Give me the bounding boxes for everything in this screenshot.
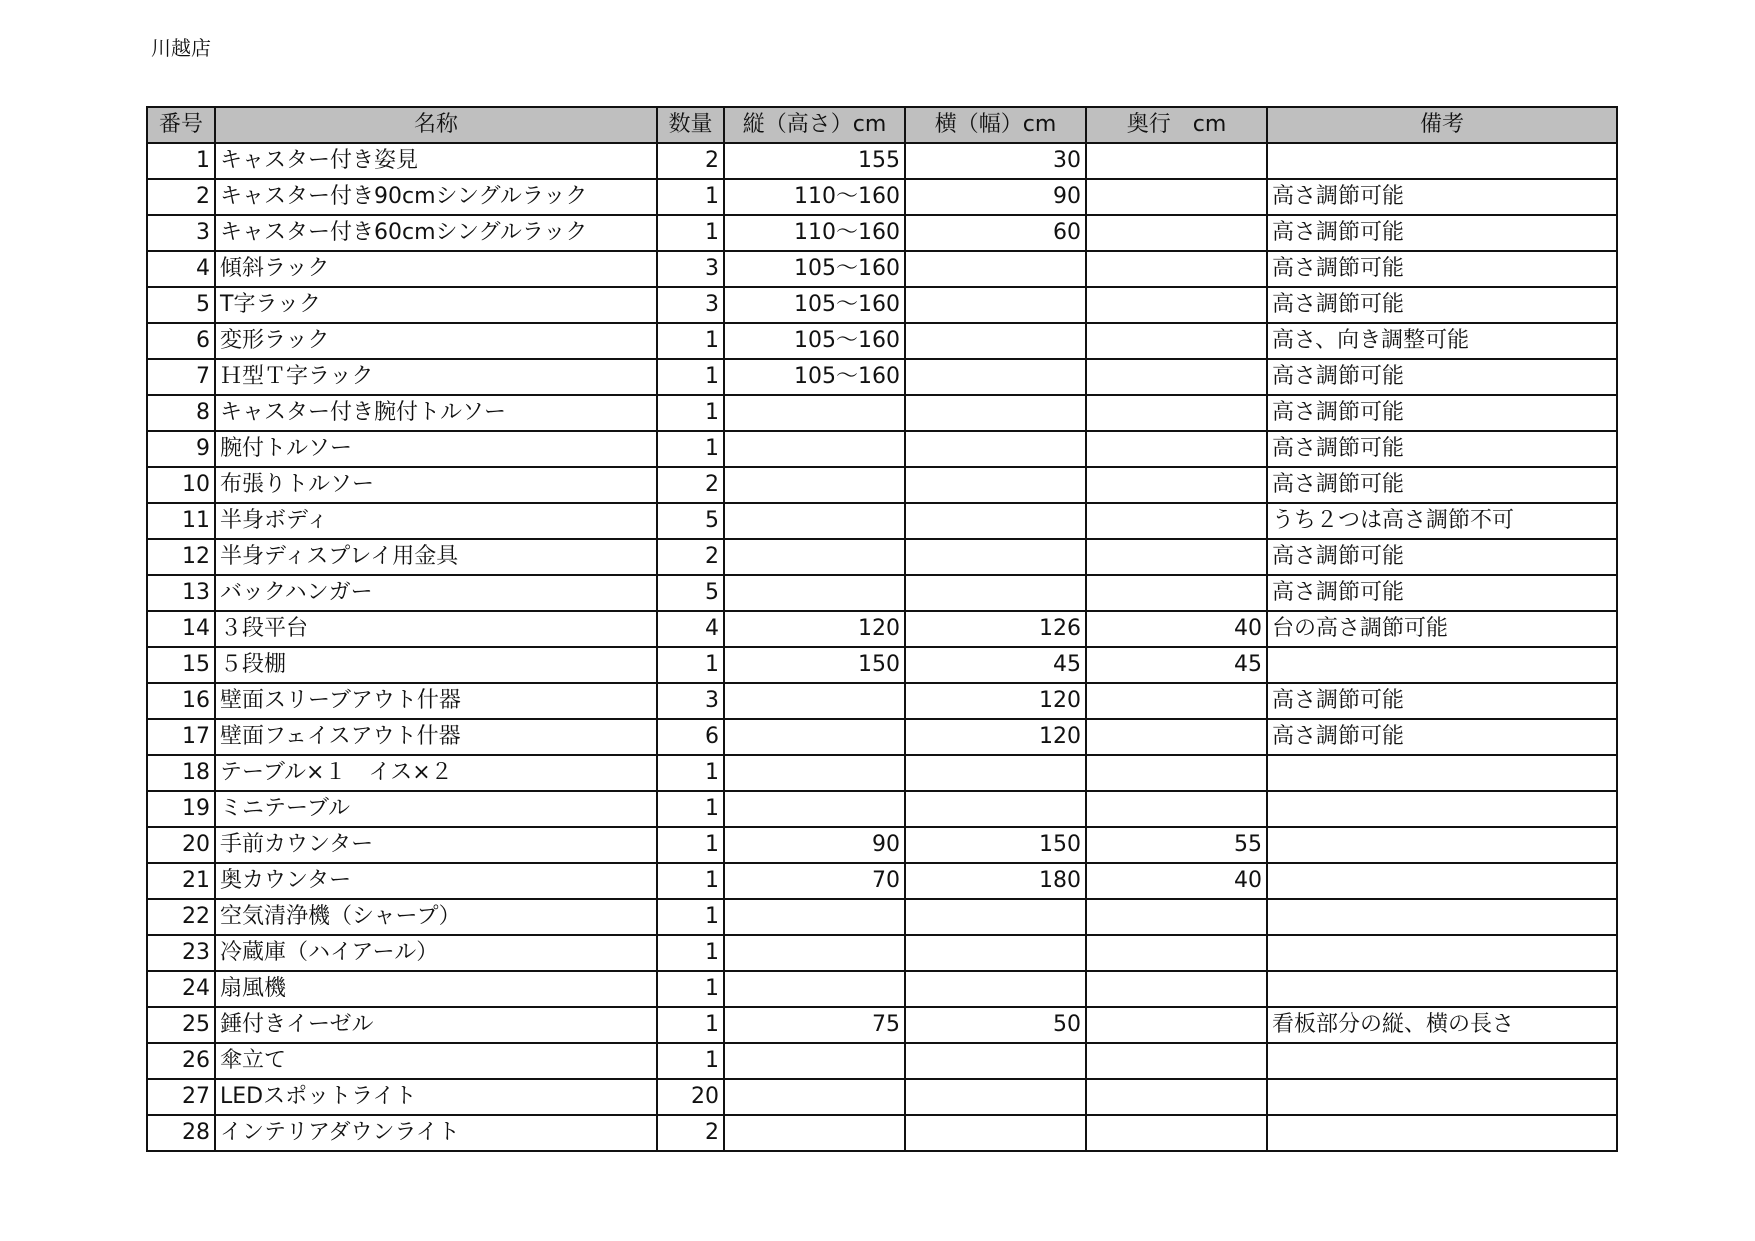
cell-qty: 1 bbox=[657, 179, 724, 215]
header-qty: 数量 bbox=[657, 107, 724, 143]
cell-width: 180 bbox=[905, 863, 1086, 899]
cell-height: 105～160 bbox=[724, 323, 905, 359]
cell-depth: 55 bbox=[1086, 827, 1267, 863]
header-num: 番号 bbox=[147, 107, 215, 143]
cell-depth bbox=[1086, 899, 1267, 935]
cell-height bbox=[724, 539, 905, 575]
table-row bbox=[147, 287, 1617, 323]
cell-width: 150 bbox=[905, 827, 1086, 863]
cell-height bbox=[724, 467, 905, 503]
cell-qty: 2 bbox=[657, 1115, 724, 1151]
table-row bbox=[147, 971, 1617, 1007]
cell-depth: 45 bbox=[1086, 647, 1267, 683]
cell-height: 70 bbox=[724, 863, 905, 899]
table-row bbox=[147, 323, 1617, 359]
table-row bbox=[147, 791, 1617, 827]
cell-name: 壁面フェイスアウト什器 bbox=[215, 719, 657, 755]
cell-qty: 3 bbox=[657, 287, 724, 323]
cell-name: T字ラック bbox=[215, 287, 657, 323]
cell-height bbox=[724, 719, 905, 755]
cell-num: 2 bbox=[147, 179, 215, 215]
cell-qty: 1 bbox=[657, 1007, 724, 1043]
cell-num: 20 bbox=[147, 827, 215, 863]
cell-num: 3 bbox=[147, 215, 215, 251]
cell-depth bbox=[1086, 755, 1267, 791]
cell-height: 155 bbox=[724, 143, 905, 179]
cell-note: 高さ調節可能 bbox=[1267, 683, 1617, 719]
cell-name: ５段棚 bbox=[215, 647, 657, 683]
cell-height: 75 bbox=[724, 1007, 905, 1043]
cell-note: 高さ調節可能 bbox=[1267, 287, 1617, 323]
cell-depth bbox=[1086, 1007, 1267, 1043]
cell-name: 空気清浄機（シャープ） bbox=[215, 899, 657, 935]
cell-depth bbox=[1086, 503, 1267, 539]
cell-qty: 5 bbox=[657, 503, 724, 539]
cell-height: 120 bbox=[724, 611, 905, 647]
cell-name: キャスター付き90cmシングルラック bbox=[215, 179, 657, 215]
cell-qty: 1 bbox=[657, 899, 724, 935]
cell-height bbox=[724, 503, 905, 539]
cell-depth bbox=[1086, 719, 1267, 755]
table-row bbox=[147, 719, 1617, 755]
cell-qty: 6 bbox=[657, 719, 724, 755]
cell-qty: 2 bbox=[657, 467, 724, 503]
cell-height: 110～160 bbox=[724, 179, 905, 215]
header-row bbox=[147, 107, 1617, 143]
cell-qty: 1 bbox=[657, 971, 724, 1007]
cell-note: 高さ調節可能 bbox=[1267, 539, 1617, 575]
cell-note bbox=[1267, 791, 1617, 827]
cell-num: 10 bbox=[147, 467, 215, 503]
cell-height: 150 bbox=[724, 647, 905, 683]
table-row bbox=[147, 431, 1617, 467]
cell-depth bbox=[1086, 1079, 1267, 1115]
cell-depth bbox=[1086, 683, 1267, 719]
cell-height bbox=[724, 935, 905, 971]
cell-name: 奥カウンター bbox=[215, 863, 657, 899]
cell-num: 17 bbox=[147, 719, 215, 755]
cell-width bbox=[905, 431, 1086, 467]
table-row bbox=[147, 1007, 1617, 1043]
table-row bbox=[147, 1043, 1617, 1079]
cell-width: 120 bbox=[905, 683, 1086, 719]
store-name: 川越店 bbox=[151, 36, 211, 60]
cell-note bbox=[1267, 1079, 1617, 1115]
cell-width bbox=[905, 791, 1086, 827]
cell-num: 23 bbox=[147, 935, 215, 971]
cell-width bbox=[905, 755, 1086, 791]
cell-width bbox=[905, 287, 1086, 323]
cell-note: 高さ調節可能 bbox=[1267, 431, 1617, 467]
cell-height bbox=[724, 1043, 905, 1079]
table-row bbox=[147, 611, 1617, 647]
cell-width: 126 bbox=[905, 611, 1086, 647]
table-row bbox=[147, 395, 1617, 431]
cell-width: 90 bbox=[905, 179, 1086, 215]
cell-height bbox=[724, 575, 905, 611]
cell-depth bbox=[1086, 431, 1267, 467]
cell-depth bbox=[1086, 323, 1267, 359]
cell-num: 16 bbox=[147, 683, 215, 719]
cell-width bbox=[905, 1079, 1086, 1115]
cell-num: 18 bbox=[147, 755, 215, 791]
cell-qty: 1 bbox=[657, 791, 724, 827]
cell-width bbox=[905, 467, 1086, 503]
cell-name: テーブル×１ イス×２ bbox=[215, 755, 657, 791]
cell-num: 13 bbox=[147, 575, 215, 611]
cell-note: 看板部分の縦、横の長さ bbox=[1267, 1007, 1617, 1043]
cell-num: 14 bbox=[147, 611, 215, 647]
table-row bbox=[147, 359, 1617, 395]
table-row bbox=[147, 467, 1617, 503]
cell-note: 台の高さ調節可能 bbox=[1267, 611, 1617, 647]
header-depth: 奥行 cm bbox=[1086, 107, 1267, 143]
cell-name: バックハンガー bbox=[215, 575, 657, 611]
cell-note bbox=[1267, 143, 1617, 179]
cell-width bbox=[905, 971, 1086, 1007]
cell-name: 変形ラック bbox=[215, 323, 657, 359]
cell-name: 冷蔵庫（ハイアール） bbox=[215, 935, 657, 971]
table-row bbox=[147, 251, 1617, 287]
cell-depth bbox=[1086, 935, 1267, 971]
cell-qty: 1 bbox=[657, 395, 724, 431]
cell-num: 7 bbox=[147, 359, 215, 395]
cell-height: 90 bbox=[724, 827, 905, 863]
cell-qty: 3 bbox=[657, 683, 724, 719]
cell-qty: 4 bbox=[657, 611, 724, 647]
cell-height bbox=[724, 1115, 905, 1151]
cell-depth bbox=[1086, 215, 1267, 251]
cell-depth bbox=[1086, 575, 1267, 611]
cell-note bbox=[1267, 971, 1617, 1007]
cell-note bbox=[1267, 647, 1617, 683]
cell-note bbox=[1267, 755, 1617, 791]
header-height: 縦（高さ）cm bbox=[724, 107, 905, 143]
cell-num: 15 bbox=[147, 647, 215, 683]
cell-name: インテリアダウンライト bbox=[215, 1115, 657, 1151]
cell-qty: 1 bbox=[657, 215, 724, 251]
cell-note bbox=[1267, 863, 1617, 899]
cell-qty: 1 bbox=[657, 935, 724, 971]
cell-name: 手前カウンター bbox=[215, 827, 657, 863]
cell-num: 9 bbox=[147, 431, 215, 467]
cell-name: キャスター付き姿見 bbox=[215, 143, 657, 179]
cell-note: 高さ調節可能 bbox=[1267, 575, 1617, 611]
cell-qty: 1 bbox=[657, 755, 724, 791]
cell-qty: 1 bbox=[657, 431, 724, 467]
table-row bbox=[147, 143, 1617, 179]
cell-width: 120 bbox=[905, 719, 1086, 755]
cell-note: 高さ、向き調整可能 bbox=[1267, 323, 1617, 359]
cell-name: 傘立て bbox=[215, 1043, 657, 1079]
header-width: 横（幅）cm bbox=[905, 107, 1086, 143]
cell-width bbox=[905, 323, 1086, 359]
cell-height bbox=[724, 395, 905, 431]
table-row bbox=[147, 755, 1617, 791]
cell-num: 1 bbox=[147, 143, 215, 179]
table-row bbox=[147, 215, 1617, 251]
cell-height bbox=[724, 683, 905, 719]
cell-width bbox=[905, 251, 1086, 287]
cell-qty: 3 bbox=[657, 251, 724, 287]
table-row bbox=[147, 683, 1617, 719]
cell-depth bbox=[1086, 1115, 1267, 1151]
cell-num: 21 bbox=[147, 863, 215, 899]
cell-note: 高さ調節可能 bbox=[1267, 179, 1617, 215]
cell-qty: 1 bbox=[657, 647, 724, 683]
table-row bbox=[147, 503, 1617, 539]
cell-height bbox=[724, 755, 905, 791]
cell-note bbox=[1267, 1043, 1617, 1079]
cell-qty: 1 bbox=[657, 323, 724, 359]
cell-qty: 1 bbox=[657, 359, 724, 395]
cell-num: 8 bbox=[147, 395, 215, 431]
cell-height: 105～160 bbox=[724, 251, 905, 287]
table-row bbox=[147, 575, 1617, 611]
cell-name: 半身ボディ bbox=[215, 503, 657, 539]
cell-width: 50 bbox=[905, 1007, 1086, 1043]
cell-name: キャスター付き腕付トルソー bbox=[215, 395, 657, 431]
cell-width: 45 bbox=[905, 647, 1086, 683]
cell-qty: 2 bbox=[657, 143, 724, 179]
cell-depth bbox=[1086, 395, 1267, 431]
cell-name: Ｈ型Ｔ字ラック bbox=[215, 359, 657, 395]
cell-name: LEDスポットライト bbox=[215, 1079, 657, 1115]
cell-num: 27 bbox=[147, 1079, 215, 1115]
table-row bbox=[147, 1079, 1617, 1115]
cell-name: 扇風機 bbox=[215, 971, 657, 1007]
cell-depth bbox=[1086, 1043, 1267, 1079]
table-row bbox=[147, 539, 1617, 575]
cell-note: 高さ調節可能 bbox=[1267, 467, 1617, 503]
cell-depth bbox=[1086, 539, 1267, 575]
table-row bbox=[147, 179, 1617, 215]
cell-width bbox=[905, 1115, 1086, 1151]
cell-note: 高さ調節可能 bbox=[1267, 251, 1617, 287]
table-row bbox=[147, 899, 1617, 935]
cell-width: 30 bbox=[905, 143, 1086, 179]
cell-qty: 1 bbox=[657, 827, 724, 863]
cell-num: 24 bbox=[147, 971, 215, 1007]
cell-name: ミニテーブル bbox=[215, 791, 657, 827]
cell-num: 4 bbox=[147, 251, 215, 287]
cell-depth bbox=[1086, 359, 1267, 395]
cell-depth bbox=[1086, 791, 1267, 827]
cell-width bbox=[905, 899, 1086, 935]
table-row bbox=[147, 827, 1617, 863]
cell-width: 60 bbox=[905, 215, 1086, 251]
cell-note bbox=[1267, 899, 1617, 935]
cell-name: 傾斜ラック bbox=[215, 251, 657, 287]
cell-depth: 40 bbox=[1086, 611, 1267, 647]
cell-note: 高さ調節可能 bbox=[1267, 395, 1617, 431]
cell-height: 110～160 bbox=[724, 215, 905, 251]
cell-depth bbox=[1086, 143, 1267, 179]
cell-qty: 1 bbox=[657, 1043, 724, 1079]
cell-width bbox=[905, 359, 1086, 395]
cell-note bbox=[1267, 827, 1617, 863]
cell-width bbox=[905, 395, 1086, 431]
cell-width bbox=[905, 575, 1086, 611]
cell-qty: 5 bbox=[657, 575, 724, 611]
cell-height: 105～160 bbox=[724, 359, 905, 395]
cell-num: 28 bbox=[147, 1115, 215, 1151]
cell-width bbox=[905, 1043, 1086, 1079]
cell-depth bbox=[1086, 467, 1267, 503]
equipment-table bbox=[146, 106, 1618, 1152]
cell-name: 布張りトルソー bbox=[215, 467, 657, 503]
cell-width bbox=[905, 503, 1086, 539]
cell-height bbox=[724, 971, 905, 1007]
cell-height bbox=[724, 431, 905, 467]
cell-depth bbox=[1086, 179, 1267, 215]
table-row bbox=[147, 863, 1617, 899]
cell-width bbox=[905, 935, 1086, 971]
cell-name: 腕付トルソー bbox=[215, 431, 657, 467]
cell-name: 錘付きイーゼル bbox=[215, 1007, 657, 1043]
table-row bbox=[147, 1115, 1617, 1151]
cell-name: 壁面スリーブアウト什器 bbox=[215, 683, 657, 719]
cell-depth bbox=[1086, 971, 1267, 1007]
cell-num: 11 bbox=[147, 503, 215, 539]
cell-note: 高さ調節可能 bbox=[1267, 215, 1617, 251]
cell-qty: 2 bbox=[657, 539, 724, 575]
cell-num: 22 bbox=[147, 899, 215, 935]
cell-note bbox=[1267, 1115, 1617, 1151]
cell-note: うち２つは高さ調節不可 bbox=[1267, 503, 1617, 539]
cell-num: 12 bbox=[147, 539, 215, 575]
cell-num: 5 bbox=[147, 287, 215, 323]
cell-num: 19 bbox=[147, 791, 215, 827]
cell-num: 6 bbox=[147, 323, 215, 359]
cell-name: キャスター付き60cmシングルラック bbox=[215, 215, 657, 251]
cell-qty: 20 bbox=[657, 1079, 724, 1115]
cell-name: 半身ディスプレイ用金具 bbox=[215, 539, 657, 575]
cell-width bbox=[905, 539, 1086, 575]
cell-height bbox=[724, 791, 905, 827]
cell-height: 105～160 bbox=[724, 287, 905, 323]
cell-num: 25 bbox=[147, 1007, 215, 1043]
cell-note: 高さ調節可能 bbox=[1267, 719, 1617, 755]
header-name: 名称 bbox=[215, 107, 657, 143]
cell-qty: 1 bbox=[657, 863, 724, 899]
cell-height bbox=[724, 1079, 905, 1115]
cell-note: 高さ調節可能 bbox=[1267, 359, 1617, 395]
cell-depth: 40 bbox=[1086, 863, 1267, 899]
cell-depth bbox=[1086, 287, 1267, 323]
table-row bbox=[147, 647, 1617, 683]
header-note: 備考 bbox=[1267, 107, 1617, 143]
cell-name: ３段平台 bbox=[215, 611, 657, 647]
cell-num: 26 bbox=[147, 1043, 215, 1079]
table-row bbox=[147, 935, 1617, 971]
cell-height bbox=[724, 899, 905, 935]
cell-depth bbox=[1086, 251, 1267, 287]
cell-note bbox=[1267, 935, 1617, 971]
